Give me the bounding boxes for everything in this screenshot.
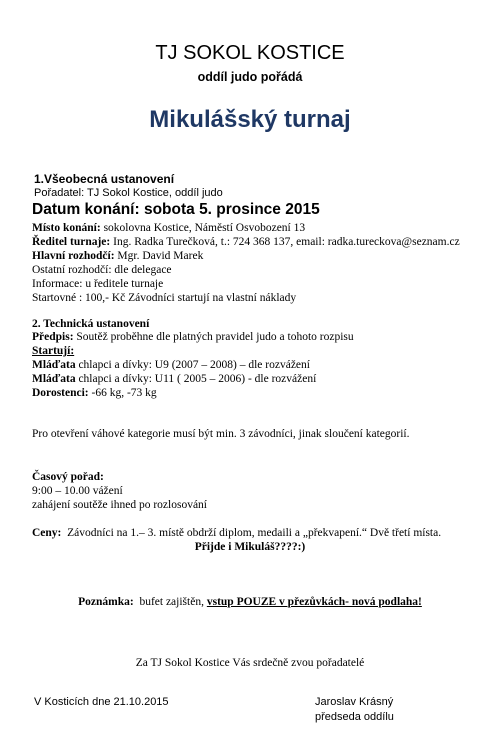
note-highlight: vstup POUZE v přezůvkách- nová podlaha! bbox=[206, 596, 422, 608]
schedule-start: zahájení soutěže ihned po rozlosování bbox=[32, 499, 207, 511]
rules-label: Předpis: bbox=[32, 331, 74, 343]
referee-label: Hlavní rozhodčí: bbox=[32, 250, 115, 262]
footer-signer-name: Jaroslav Krásný bbox=[315, 696, 394, 708]
place-label: Místo konání: bbox=[32, 222, 101, 234]
weight-note: Pro otevření váhové kategorie musí být min. 3 závodníci, jinak sloučení kategorií. bbox=[32, 428, 410, 440]
category-u11 bbox=[32, 373, 316, 385]
category-u11-value: chlapci a dívky: U11 ( 2005 – 2006) - dle rozvážení bbox=[78, 373, 317, 385]
note-text: bufet zajištěn, bbox=[139, 596, 204, 608]
prizes-label: Ceny: bbox=[32, 527, 62, 539]
referee-line bbox=[32, 250, 203, 262]
category-u11-label: Mláďata bbox=[32, 373, 76, 385]
prizes-text: Závodníci na 1.– 3. místě obdrží diplom, medaili a „překvapení.“ Dvě třetí místa. bbox=[67, 527, 442, 539]
event-title: Mikulášský turnaj bbox=[149, 106, 351, 133]
fee-line: Startovné : 100,- Kč Závodníci startují na vlastní náklady bbox=[32, 292, 297, 304]
footer-signer-role: předseda oddílu bbox=[315, 711, 394, 723]
technical-heading: 2. Technická ustanovení bbox=[32, 318, 150, 330]
schedule-heading: Časový pořad: bbox=[32, 471, 104, 483]
note-line bbox=[0, 596, 500, 608]
director-value: Ing. Radka Turečková, t.: 724 368 137, email: radka.tureckova@seznam.cz bbox=[113, 236, 460, 248]
organizer-line: oddíl judo pořádá bbox=[197, 70, 303, 84]
place-line bbox=[32, 222, 305, 234]
category-juniors-label: Dorostenci: bbox=[32, 387, 89, 399]
category-u9 bbox=[32, 359, 310, 371]
category-juniors-value: -66 kg, -73 kg bbox=[91, 387, 157, 399]
invitation-line: Za TJ Sokol Kostice Vás srdečně zvou pořadatelé bbox=[135, 657, 365, 669]
director-label: Ředitel turnaje: bbox=[32, 236, 111, 248]
club-title: TJ SOKOL KOSTICE bbox=[155, 42, 345, 64]
category-u9-value: chlapci a dívky: U9 (2007 – 2008) – dle rozvážení bbox=[78, 359, 310, 371]
rules-value: Soutěž proběhne dle platných pravidel judo a tohoto rozpisu bbox=[76, 331, 354, 343]
director-line bbox=[32, 236, 460, 248]
referee-value: Mgr. David Marek bbox=[117, 250, 204, 262]
rules-line bbox=[32, 331, 354, 343]
organizer-text: Pořadatel: TJ Sokol Kostice, oddíl judo bbox=[34, 187, 223, 199]
start-label: Startují: bbox=[32, 345, 75, 357]
other-referees: Ostatní rozhodčí: dle delegace bbox=[32, 264, 172, 276]
category-u9-label: Mláďata bbox=[32, 359, 76, 371]
prizes-line bbox=[32, 527, 441, 539]
schedule-weigh-in: 9:00 – 10.00 vážení bbox=[32, 485, 123, 497]
note-label: Poznámka: bbox=[78, 596, 134, 608]
event-date: Datum konání: sobota 5. prosince 2015 bbox=[32, 201, 320, 218]
info-line: Informace: u ředitele turnaje bbox=[32, 278, 164, 290]
footer-place-date: V Kosticích dne 21.10.2015 bbox=[34, 696, 169, 708]
general-heading: 1.Všeobecná ustanovení bbox=[34, 172, 175, 186]
place-value: sokolovna Kostice, Náměstí Osvobození 13 bbox=[103, 222, 306, 234]
category-juniors bbox=[32, 387, 157, 399]
prizes-extra: Přijde i Mikuláš????:) bbox=[194, 541, 306, 553]
